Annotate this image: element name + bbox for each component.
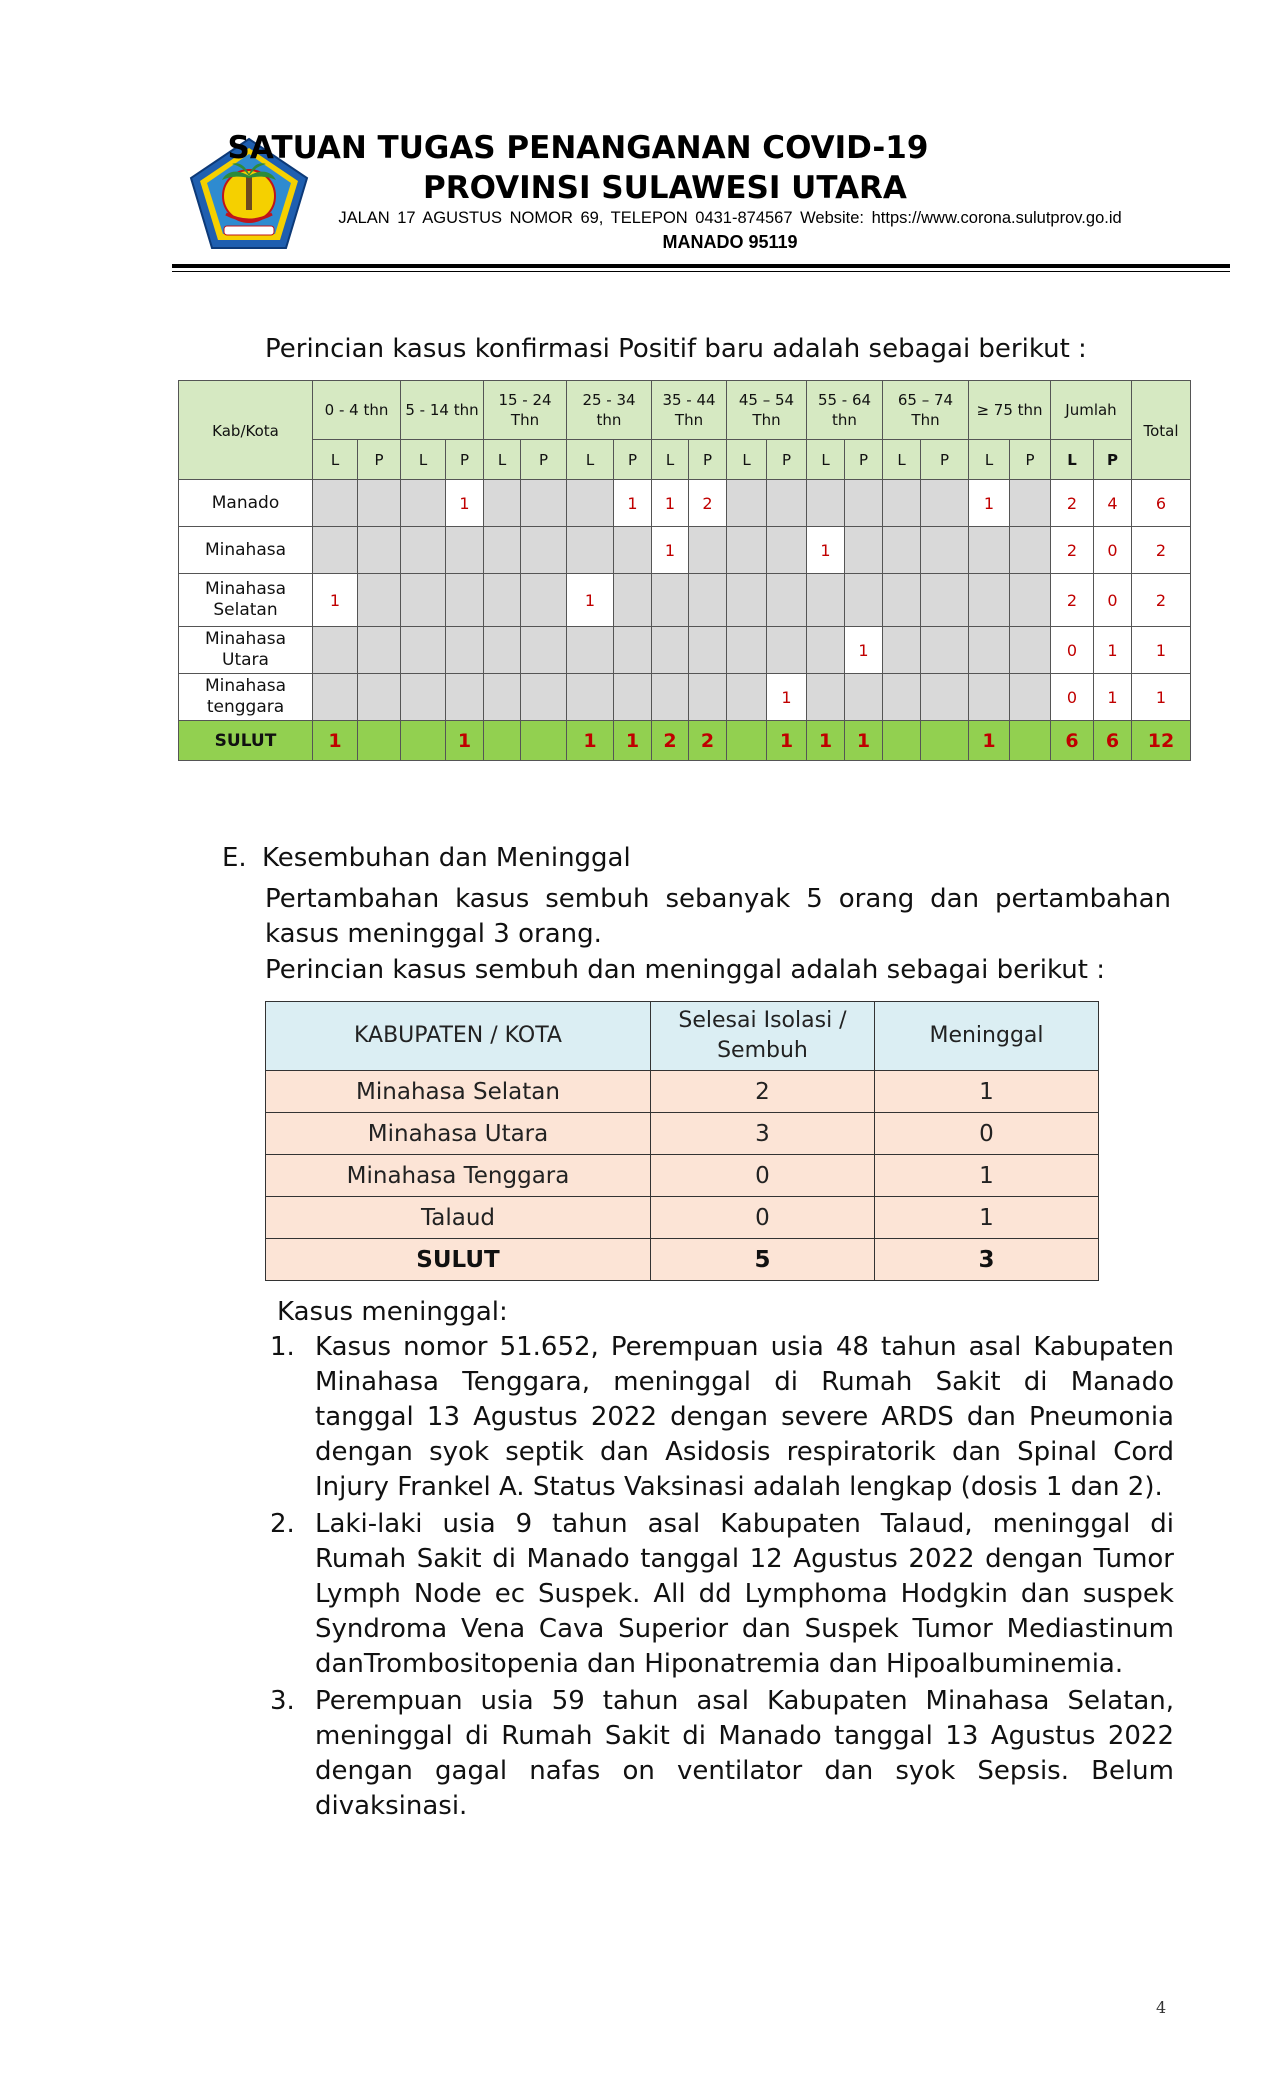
header-age-group (883, 381, 969, 440)
age-group-line2: Thn (911, 411, 940, 429)
header-age-group (313, 381, 401, 440)
count-cell (484, 627, 521, 674)
count-cell (358, 674, 401, 721)
header-age-group (652, 381, 727, 440)
count-cell: 1 (969, 480, 1010, 527)
count-cell (883, 527, 921, 574)
total-count-cell (921, 721, 969, 761)
count-cell (689, 627, 727, 674)
count-cell (567, 480, 614, 527)
header-p: P (446, 440, 484, 480)
table-header-row (179, 381, 1191, 440)
table-total-row (179, 721, 1191, 761)
count-cell: 1 (567, 574, 614, 627)
total-jumlah-l-cell: 6 (1051, 721, 1094, 761)
count-cell (484, 674, 521, 721)
age-group-line2: Thn (674, 411, 704, 429)
item-number: 2. (270, 1509, 295, 1539)
age-group-line1: 0 - 4 thn (324, 401, 389, 419)
count-cell (767, 480, 807, 527)
count-cell (921, 574, 969, 627)
header-l: L (883, 440, 921, 480)
count-cell (845, 480, 883, 527)
kab-cell: Minahasa Utara (179, 627, 313, 674)
table-row (179, 527, 1191, 574)
org-title: SATUAN TUGAS PENANGANAN COVID-19 (227, 130, 929, 166)
total-count-cell (727, 721, 767, 761)
count-cell (969, 574, 1010, 627)
count-cell (614, 674, 652, 721)
header-total: Total (1132, 381, 1191, 480)
total-count-cell (521, 721, 567, 761)
count-cell (883, 480, 921, 527)
count-cell (358, 627, 401, 674)
count-cell (521, 674, 567, 721)
header-p: P (921, 440, 969, 480)
count-cell (401, 674, 446, 721)
count-cell (521, 627, 567, 674)
count-cell (883, 674, 921, 721)
total-count-cell (484, 721, 521, 761)
total-count-cell (358, 721, 401, 761)
total-count-cell (1010, 721, 1051, 761)
total-count-cell: 2 (689, 721, 727, 761)
sembuh-cell: 0 (651, 1155, 875, 1197)
header-jumlah: Jumlah (1051, 381, 1132, 440)
count-cell (921, 480, 969, 527)
count-cell (313, 674, 358, 721)
sembuh-cell: 2 (651, 1071, 875, 1113)
count-cell (358, 480, 401, 527)
count-cell (1010, 627, 1051, 674)
count-cell (969, 527, 1010, 574)
count-cell (969, 627, 1010, 674)
total-cell: 2 (1132, 574, 1191, 627)
total-cell: 1 (1132, 674, 1191, 721)
age-group-line1: 15 - 24 (498, 391, 552, 409)
jumlah-l-cell: 0 (1051, 674, 1094, 721)
count-cell (689, 674, 727, 721)
sembuh-cell: 0 (651, 1197, 875, 1239)
province-title: PROVINSI SULAWESI UTARA (423, 170, 907, 206)
address-line: JALAN 17 AGUSTUS NOMOR 69, TELEPON 0431-874567 Website: https://www.corona.sulutprov.go.id (338, 209, 1122, 227)
header-l: L (969, 440, 1010, 480)
city-line: MANADO 95119 (662, 232, 798, 252)
total-count-cell: 1 (313, 721, 358, 761)
count-cell: 1 (652, 527, 689, 574)
list-item (270, 1684, 1174, 1824)
count-cell (567, 674, 614, 721)
count-cell (845, 527, 883, 574)
count-cell (313, 480, 358, 527)
count-cell (767, 527, 807, 574)
sembuh-cell: 3 (651, 1113, 875, 1155)
grand-total-cell: 12 (1132, 721, 1191, 761)
count-cell (883, 627, 921, 674)
meninggal-cell: 1 (875, 1197, 1099, 1239)
section-e-title: Kesembuhan dan Meninggal (262, 843, 631, 873)
header-age-group (727, 381, 807, 440)
count-cell (689, 527, 727, 574)
total-sembuh-cell: 5 (651, 1239, 875, 1281)
count-cell: 1 (614, 480, 652, 527)
count-cell (883, 574, 921, 627)
count-cell: 1 (446, 480, 484, 527)
count-cell (921, 627, 969, 674)
count-cell (401, 480, 446, 527)
jumlah-p-cell: 0 (1094, 574, 1132, 627)
section-e-heading (222, 841, 631, 876)
item-text: Kasus nomor 51.652, Perempuan usia 48 tahun asal Kabupaten Minahasa Tenggara, meninggal di Rumah Sakit di Manado tanggal 13 Agustus 2022 dengan severe ARDS dan Pneumonia dengan syok septik dan Asidosis respiratorik dan Spinal Cord Injury Frankel A. Status Vaksinasi adalah lengkap (dosis 1 dan 2). (315, 1332, 1174, 1502)
table-subheader-row (179, 440, 1191, 480)
kab-cell: Minahasa tenggara (179, 674, 313, 721)
jumlah-l-cell: 0 (1051, 627, 1094, 674)
deaths-list (270, 1330, 1174, 1826)
count-cell (484, 574, 521, 627)
count-cell: 1 (652, 480, 689, 527)
count-cell (567, 527, 614, 574)
header-age-group (401, 381, 484, 440)
jumlah-p-cell: 1 (1094, 627, 1132, 674)
count-cell (614, 527, 652, 574)
total-count-cell (401, 721, 446, 761)
count-cell (446, 627, 484, 674)
section-e-body: Pertambahan kasus sembuh sebanyak 5 orang dan pertambahan kasus meninggal 3 orang. (265, 884, 1171, 949)
list-item (270, 1507, 1174, 1682)
meninggal-cell: 1 (875, 1071, 1099, 1113)
jumlah-p-cell: 0 (1094, 527, 1132, 574)
count-cell (614, 574, 652, 627)
header-kab: Kab/Kota (179, 381, 313, 480)
count-cell (1010, 480, 1051, 527)
header-l: L (313, 440, 358, 480)
count-cell (521, 527, 567, 574)
header-jumlah-p: P (1094, 440, 1132, 480)
jumlah-l-cell: 2 (1051, 574, 1094, 627)
header-p: P (845, 440, 883, 480)
header-l: L (484, 440, 521, 480)
age-group-line1: 45 – 54 (738, 391, 795, 409)
count-cell (652, 574, 689, 627)
jumlah-l-cell: 2 (1051, 480, 1094, 527)
age-group-line1: 35 - 44 (662, 391, 716, 409)
total-label-cell: SULUT (179, 721, 313, 761)
total-count-cell: 1 (446, 721, 484, 761)
count-cell (652, 674, 689, 721)
age-group-line1: 55 - 64 (817, 391, 872, 409)
count-cell (401, 574, 446, 627)
count-cell: 1 (313, 574, 358, 627)
total-count-cell: 1 (969, 721, 1010, 761)
header-p: P (1010, 440, 1051, 480)
age-group-line1: 65 – 74 (897, 391, 954, 409)
total-cell: 2 (1132, 527, 1191, 574)
kab-cell: Manado (179, 480, 313, 527)
header-divider (172, 264, 1230, 268)
count-cell: 1 (767, 674, 807, 721)
total-count-cell: 1 (807, 721, 845, 761)
count-cell (727, 574, 767, 627)
kab-cell: Minahasa Tenggara (266, 1155, 651, 1197)
meninggal-cell: 1 (875, 1155, 1099, 1197)
count-cell (614, 627, 652, 674)
positive-intro: Perincian kasus konfirmasi Positif baru adalah sebagai berikut : (265, 334, 1087, 364)
header-age-group (807, 381, 883, 440)
kab-cell: Talaud (266, 1197, 651, 1239)
count-cell: 1 (845, 627, 883, 674)
count-cell (921, 527, 969, 574)
list-item (270, 1330, 1174, 1505)
kab-cell: Minahasa Selatan (266, 1071, 651, 1113)
table-row (266, 1197, 1099, 1239)
header-sembuh: Selesai Isolasi / Sembuh (651, 1002, 875, 1071)
header-p: P (358, 440, 401, 480)
header-meninggal: Meninggal (875, 1002, 1099, 1071)
count-cell (521, 480, 567, 527)
header-l: L (401, 440, 446, 480)
count-cell (313, 527, 358, 574)
table-row (179, 574, 1191, 627)
total-jumlah-p-cell: 6 (1094, 721, 1132, 761)
count-cell (727, 480, 767, 527)
header-l: L (567, 440, 614, 480)
count-cell (313, 627, 358, 674)
count-cell (1010, 574, 1051, 627)
count-cell (727, 674, 767, 721)
count-cell (446, 527, 484, 574)
header-l: L (727, 440, 767, 480)
total-count-cell: 1 (767, 721, 807, 761)
age-group-line1: 5 - 14 thn (405, 401, 479, 419)
table-total-row (266, 1239, 1099, 1281)
item-text: Perempuan usia 59 tahun asal Kabupaten Minahasa Selatan, meninggal di Rumah Sakit di Manado tanggal 13 Agustus 2022 dengan gagal nafas on ventilator dan syok Sepsis. Belum divaksinasi. (315, 1686, 1174, 1821)
count-cell (807, 674, 845, 721)
count-cell (446, 674, 484, 721)
header-p: P (614, 440, 652, 480)
count-cell (807, 480, 845, 527)
total-cell: 1 (1132, 627, 1191, 674)
total-count-cell: 1 (845, 721, 883, 761)
table-row (179, 480, 1191, 527)
count-cell (1010, 527, 1051, 574)
jumlah-p-cell: 1 (1094, 674, 1132, 721)
count-cell (401, 527, 446, 574)
count-cell (845, 674, 883, 721)
count-cell (845, 574, 883, 627)
table-row (266, 1113, 1099, 1155)
header-divider-thin (172, 271, 1230, 272)
header-l: L (652, 440, 689, 480)
count-cell (484, 527, 521, 574)
count-cell (567, 627, 614, 674)
age-group-line2: Thn (752, 411, 781, 429)
count-cell (358, 574, 401, 627)
table-row (266, 1071, 1099, 1113)
table-row (179, 674, 1191, 721)
total-count-cell: 1 (567, 721, 614, 761)
count-cell: 1 (807, 527, 845, 574)
total-count-cell: 1 (614, 721, 652, 761)
item-number: 3. (270, 1686, 295, 1716)
meninggal-cell: 0 (875, 1113, 1099, 1155)
count-cell (401, 627, 446, 674)
item-text: Laki-laki usia 9 tahun asal Kabupaten Talaud, meninggal di Rumah Sakit di Manado tanggal 12 Agustus 2022 dengan Tumor Lymph Node ec Suspek. All dd Lymphoma Hodgkin dan suspek Syndroma Vena Cava Superior dan Suspek Tumor Mediastinum danTrombositopenia dan Hiponatremia dan Hipoalbuminemia. (315, 1509, 1174, 1679)
count-cell (446, 574, 484, 627)
count-cell (689, 574, 727, 627)
age-group-line1: ≥ 75 thn (976, 401, 1043, 419)
count-cell (1010, 674, 1051, 721)
age-group-line2: thn (832, 411, 857, 429)
header-age-group (969, 381, 1051, 440)
count-cell (727, 627, 767, 674)
total-count-cell (883, 721, 921, 761)
total-count-cell: 2 (652, 721, 689, 761)
table-header-row (266, 1002, 1099, 1071)
count-cell (358, 527, 401, 574)
count-cell (807, 574, 845, 627)
header-kabupaten: KABUPATEN / KOTA (266, 1002, 651, 1071)
header-jumlah-l: L (1051, 440, 1094, 480)
count-cell (921, 674, 969, 721)
count-cell: 2 (689, 480, 727, 527)
header-p: P (689, 440, 727, 480)
positive-cases-table (178, 380, 1191, 761)
recovery-death-table (265, 1001, 1099, 1281)
count-cell (807, 627, 845, 674)
count-cell (727, 527, 767, 574)
header-l: L (807, 440, 845, 480)
count-cell (767, 574, 807, 627)
recovery-intro: Perincian kasus sembuh dan meninggal adalah sebagai berikut : (265, 955, 1105, 985)
section-e-label: E. (222, 843, 247, 873)
page-number: 4 (1156, 1998, 1167, 2017)
header-age-group (567, 381, 652, 440)
item-number: 1. (270, 1332, 295, 1362)
kab-cell: Minahasa (179, 527, 313, 574)
jumlah-p-cell: 4 (1094, 480, 1132, 527)
total-meninggal-cell: 3 (875, 1239, 1099, 1281)
header-p: P (767, 440, 807, 480)
deaths-heading: Kasus meninggal: (277, 1297, 508, 1327)
total-cell: 6 (1132, 480, 1191, 527)
count-cell (969, 674, 1010, 721)
count-cell (652, 627, 689, 674)
kab-cell: Minahasa Utara (266, 1113, 651, 1155)
table-row (179, 627, 1191, 674)
total-kab-cell: SULUT (266, 1239, 651, 1281)
header-p: P (521, 440, 567, 480)
kab-cell: Minahasa Selatan (179, 574, 313, 627)
age-group-line2: Thn (510, 411, 540, 429)
age-group-line1: 25 - 34 (582, 391, 636, 409)
age-group-line2: thn (596, 411, 622, 429)
count-cell (484, 480, 521, 527)
table-row (266, 1155, 1099, 1197)
jumlah-l-cell: 2 (1051, 527, 1094, 574)
count-cell (767, 627, 807, 674)
count-cell (521, 574, 567, 627)
header-age-group (484, 381, 567, 440)
